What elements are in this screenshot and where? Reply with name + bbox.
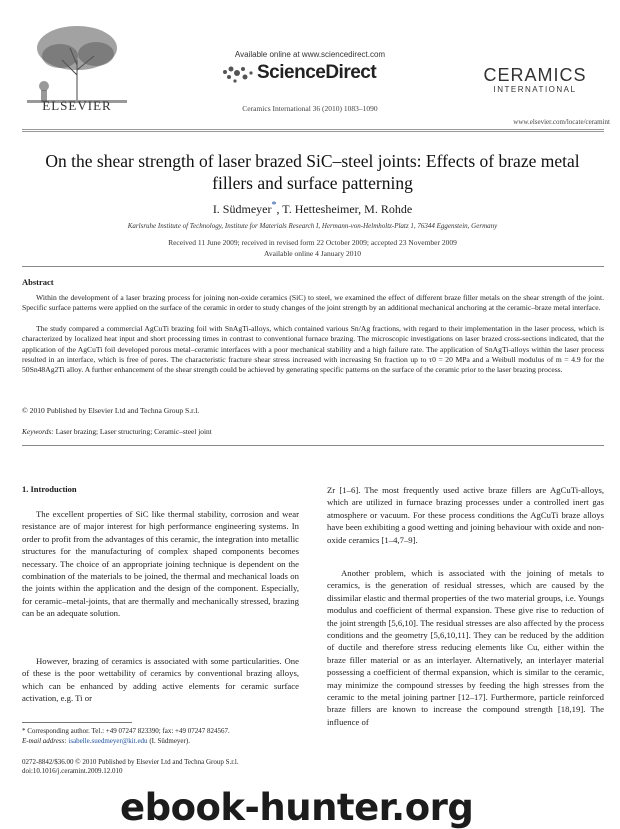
author-list: [40, 200, 585, 217]
abstract-copyright: © 2010 Published by Elsevier Ltd and Techna Group S.r.l.: [22, 406, 200, 415]
available-online-header: Available online at www.sciencedirect.com: [234, 50, 386, 59]
email-link[interactable]: isabelle.suedmeyer@kit.edu: [68, 737, 148, 745]
header-divider-double: [22, 131, 604, 132]
watermark-text: ebook-hunter.org: [120, 786, 474, 829]
sciencedirect-wordmark: ScienceDirect: [257, 62, 377, 83]
author-rest: , T. Hettesheimer, M. Rohde: [276, 202, 413, 216]
author-first[interactable]: I. Südmeyer: [212, 202, 272, 216]
footnote-divider: [22, 722, 132, 723]
journal-url-link[interactable]: www.elsevier.com/locate/ceramint: [513, 118, 610, 126]
available-online-date: Available online 4 January 2010: [264, 249, 361, 258]
keywords-line: [22, 427, 212, 436]
article-title: On the shear strength of laser brazed SiC–steel joints: Effects of braze metal fillers and surface patterning: [45, 151, 580, 193]
footnote-doi-link[interactable]: doi:10.1016/j.ceramint.2009.12.010: [22, 767, 123, 775]
abstract-paragraph-2: The study compared a commercial AgCuTi brazing foil with SnAgTi-alloys, which contained various Sn/Ag fractions, with regard to their implementation in the laser process, which is characterized by localized heat input and short processing times in contrast to conventional furnace brazing. The microscopic investigations on laser brazed cross-sections indicated, that the application of the AgCuTi foil developed porous metal–ceramic interfaces with a poor mechanical stability and a high failure rate. The application of SnAgTi-alloys within the laser process resulted in an interface, which is free of pores. The characteristic fracture shear stress increased with increasing Sn fraction up to τ0 = 20 MPa and a Weibull modulus of m = 4.9 for the 50Sn48Ag2Ti alloy. A further enhancement of the shear strength could be achieved by generating specific patterns on the surface of the ceramic prior to the laser brazing process.: [22, 324, 604, 375]
journal-reference: Ceramics International 36 (2010) 1083–1090: [242, 104, 378, 113]
section-heading-introduction: 1. Introduction: [22, 484, 77, 494]
abstract-bottom-divider: [22, 445, 604, 446]
footnote-issn: 0272-8842/$36.00 © 2010 Published by Elsevier Ltd and Techna Group S.r.l.: [22, 758, 239, 766]
abstract-top-divider: [22, 266, 604, 267]
body-paragraph-left-2: However, brazing of ceramics is associated with some particularities. One of these is the poor wettability of ceramics by conventional brazing alloys, which can be enhanced by adding active elements for ceramic surface activation, e.g. Ti or: [22, 656, 299, 704]
body-paragraph-left-1: The excellent properties of SiC like thermal stability, corrosion and wear resistance are of major interest for high performance engineering systems. In order to profit from the advantages of this ceramic, the integration into metallic structures for the manufacturing of complex shaped components becomes necessary. The choice of an appropriate joining technique is dependent on the combination of the materials to be joined, the thermal and mechanical loads on the joints within the application and the design of the component. Especially, for ceramic–metal-joints, that are thermally and mechanically stressed, brazing can be an adequate solution.: [22, 509, 299, 619]
corresponding-author-marker[interactable]: *: [271, 200, 277, 211]
journal-logo-title: CERAMICS: [483, 65, 587, 85]
elsevier-tree-logo: [22, 20, 132, 104]
body-paragraph-right-1: Zr [1–6]. The most frequently used active braze fillers are AgCuTi-alloys, which are utilized in furnace brazing processes under a controlled inert gas atmosphere or vacuum. For these process conditions the AgCuTi braze alloys have been exhibiting a good wetting and joining behaviour with oxide and non-oxide ceramics [1–4,7–9].: [327, 485, 604, 545]
keywords-list: Laser brazing; Laser structuring; Ceramic–steel joint: [53, 427, 212, 436]
body-paragraph-right-2: Another problem, which is associated with the joining of metals to ceramics, is the generation of residual stresses, which are caused by the dissimilar elastic and thermal properties of the two material groups, i.e. Youngs modulus and coefficient of thermal expansion. These give rise to reduction of the joint strength [5,6,10]. The residual stresses are also affected by the process conditions and the geometry [5,6,10,11]. They can be reduced by the addition of ductile and therefore stress reducing elements like Cu, either within the braze filler material or as an interlayer. Alternatively, an interlayer material possessing a coefficient of thermal expansion, which is similar to the ceramic, may minimize the compound stresses by feeding the high stresses from the ceramic to the metal joining partner [12–17]. Furthermore, particle reinforced braze fillers are known to increase the compound strength [18,19]. The influence of: [327, 568, 604, 727]
keywords-label: Keywords:: [22, 427, 54, 436]
email-label: E-mail address:: [22, 737, 69, 745]
affiliation: Karlsruhe Institute of Technology, Institute for Materials Research I, Hermann-von-Helmholtz-Platz 1, 76344 Eggenstein, Germany: [127, 222, 498, 230]
abstract-heading: Abstract: [22, 277, 54, 287]
publisher-name: ELSEVIER: [42, 98, 112, 113]
abstract-paragraph-1: Within the development of a laser brazing process for joining non-oxide ceramics (SiC) to steel, we examined the effect of different braze filler metals on the shear strength of the joint. Specific surface patterns were applied on the surface of the ceramic in order to study changes of the joint strength by an additional mechanical anchoring at the ceramic–braze metal interface.: [22, 293, 604, 313]
email-suffix: (I. Südmeyer).: [147, 737, 190, 745]
journal-logo-subtitle: INTERNATIONAL: [493, 85, 577, 94]
header-divider: [22, 129, 604, 130]
received-dates: Received 11 June 2009; received in revised form 22 October 2009; accepted 23 November 2009: [168, 238, 457, 247]
footnote-email: [22, 737, 299, 746]
footnote-corresponding-author: * Corresponding author. Tel.: +49 07247 823390; fax: +49 07247 824567.: [22, 727, 230, 735]
